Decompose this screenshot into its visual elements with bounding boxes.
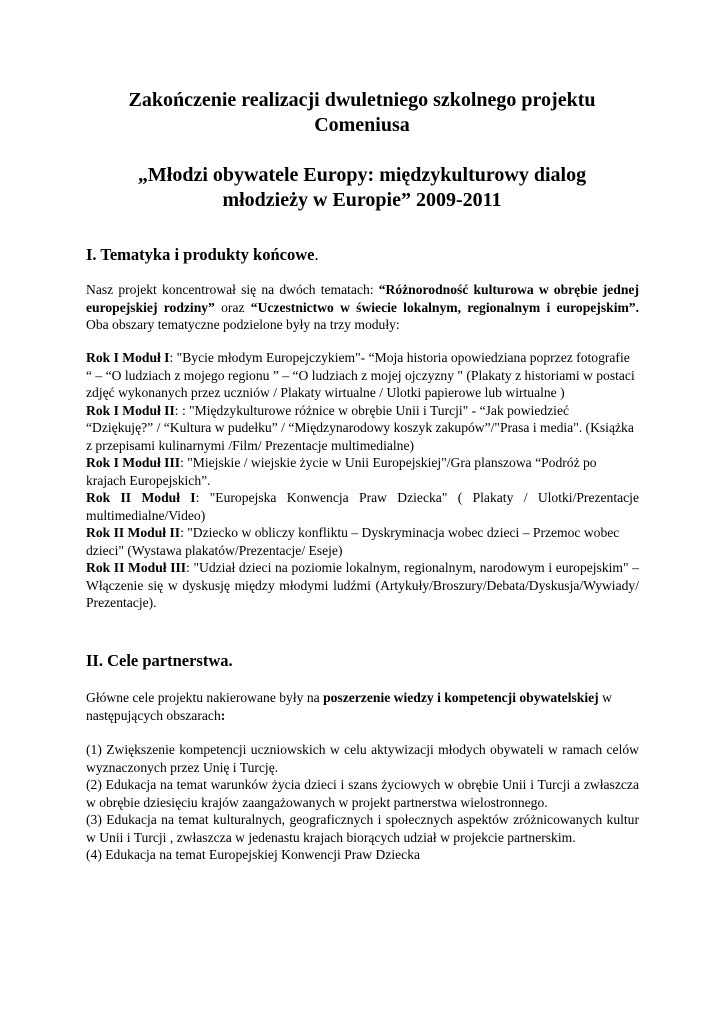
modules-list: [86, 349, 639, 612]
goals-intro-colon: :: [220, 707, 226, 723]
intro-topic-2: “Uczestnictwo w świecie lokalnym, regionalnym i europejskim”.: [250, 299, 639, 315]
module-label: Rok II Moduł II: [86, 525, 181, 540]
title-line-1b: Comeniusa: [314, 114, 410, 136]
goals-intro-text-1: Główne cele projektu nakierowane były na: [86, 690, 324, 705]
section-2-heading: II. Cele partnerstwa.: [86, 651, 233, 670]
goals-intro-text-2: w następujących obszarach: [86, 690, 612, 723]
module-item: [86, 402, 639, 455]
goal-item: (1) Zwiększenie kompetencji uczniowskich w celu aktywizacji młodych obywateli w ramach celów wyznaczonych przez Unię i Turcję.: [86, 742, 639, 775]
project-title: [60, 163, 664, 213]
module-text: : "Bycie młodym Europejczykiem"- “Moja historia opowiedziana poprzez fotografie “ – “O ludziach z mojego regionu ” – “O ludziach z mojej ojczyzny " (Plakaty z historiami w postaci zdjęć wykonanych przez uczniów / Plakaty wirtualne / Ulotki papierowe lub wirtualne ): [86, 350, 635, 400]
project-title-line-2: młodzieży w Europie” 2009-2011: [222, 189, 502, 211]
section-1-heading-period: .: [314, 245, 319, 264]
module-label: Rok II Moduł III: [86, 560, 187, 575]
intro-topic-1: “Różnorodność kulturowa w obrębie jednej europejskiej rodziny”: [86, 282, 639, 315]
module-label: Rok I Moduł II: [86, 402, 175, 418]
module-text: : "Europejska Konwencja Praw Dziecka" ( Plakaty / Ulotki/Prezentacje multimedialne/Video): [86, 490, 639, 523]
module-item: [86, 489, 639, 524]
project-title-line-1: „Młodzi obywatele Europy: międzykulturowy dialog: [137, 164, 587, 186]
title-line-1: Zakończenie realizacji dwuletniego szkolnego projektu: [128, 89, 596, 111]
module-text: : : "Międzykulturowe różnice w obrębie Unii i Turcji" - “Jak powiedzieć “Dziękuję?” / “Kultura w pudełku” / “Międzynarodowy koszyk zakupów”/"Prasa i media". (Książka z przepisami kulinarnymi /Film/ Prezentacje multimedialne): [86, 402, 634, 453]
module-text: : "Dziecko w obliczy konfliktu – Dyskryminacja wobec dzieci – Przemoc wobec dzieci" (Wystawa plakatów/Prezentacje/ Eseje): [86, 525, 620, 558]
module-item: [86, 559, 639, 612]
module-text: : "Miejskie / wiejskie życie w Unii Europejskiej"/Gra planszowa “Podróż po krajach Europejskich”.: [86, 455, 597, 488]
goals-list: [86, 741, 639, 864]
section-1-heading-text: I. Tematyka i produkty końcowe: [86, 245, 315, 264]
module-label: Rok I Moduł III: [86, 455, 181, 470]
goal-item: (3) Edukacja na temat kulturalnych, geograficznych i społecznych aspektów zróżnicowanych kultur w Unii i Turcji , zwłaszcza w jedenastu krajach biorących udział w projekcie partnerskim.: [86, 812, 639, 845]
intro-text-2: oraz: [214, 299, 251, 315]
module-label: Rok I Moduł I: [86, 350, 170, 365]
module-item: [86, 454, 639, 489]
module-item: [86, 349, 639, 402]
goals-intro-focus: poszerzenie wiedzy i kompetencji obywatelskiej: [323, 690, 599, 705]
intro-text-1: Nasz projekt koncentrował się na dwóch tematach:: [86, 282, 379, 297]
section-1-intro: [86, 281, 639, 334]
section-2-intro: [86, 689, 639, 724]
goal-item: (4) Edukacja na temat Europejskiej Konwencji Praw Dziecka: [86, 847, 421, 862]
intro-text-3: Oba obszary tematyczne podzielone były na trzy moduły:: [86, 317, 400, 332]
module-text: : "Udział dzieci na poziomie lokalnym, regionalnym, narodowym i europejskim" – Włączenie się w dyskusję między młodymi ludźmi (Artykuły/Broszury/Debata/Dyskusja/Wywiady/ Prezentacje).: [86, 560, 639, 610]
module-label: Rok II Moduł I: [86, 490, 196, 505]
module-item: [86, 524, 639, 559]
document-title: [60, 88, 664, 138]
section-1-heading: [86, 245, 319, 265]
goal-item: (2) Edukacja na temat warunków życia dzieci i szans życiowych w obrębie Unii i Turcji a zwłaszcza w obrębie dziesięciu krajów zaangażowanych w projekt partnerstwa wielostronnego.: [86, 777, 639, 810]
